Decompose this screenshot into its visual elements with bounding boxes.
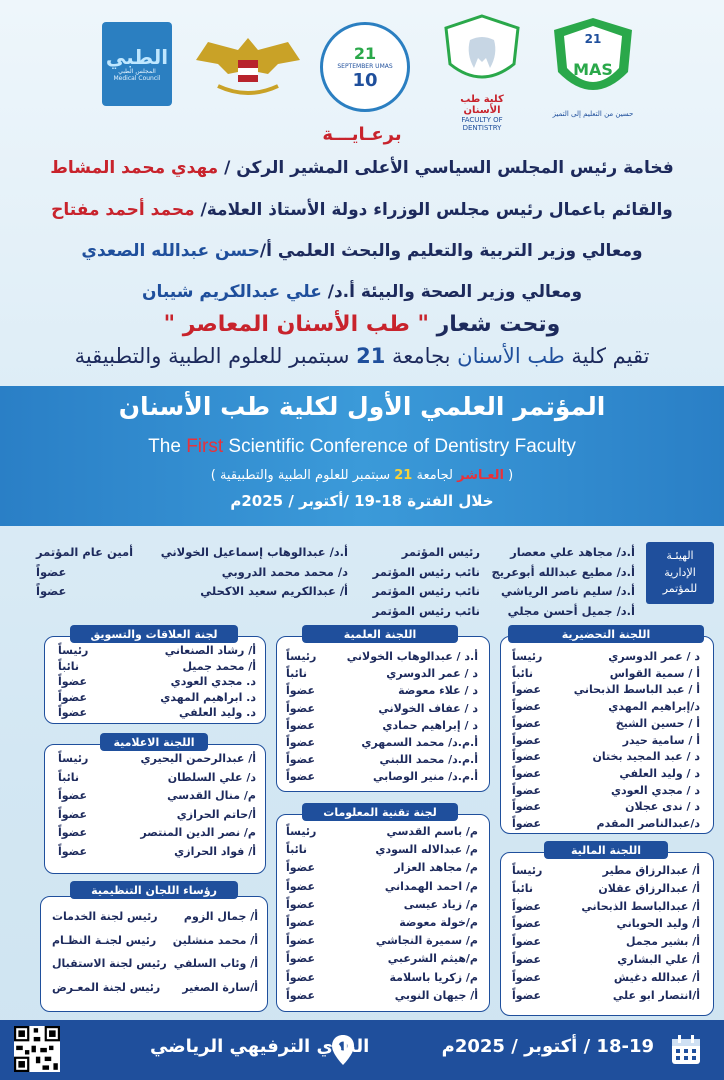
committee-row [58, 675, 256, 691]
patron-4 [30, 282, 694, 302]
committee-row [286, 684, 478, 700]
footer-venue: النادي الترفيهي الرياضي [150, 1036, 370, 1057]
council-logo-ar: المجلس الطبي [118, 68, 156, 75]
committee-row [512, 683, 700, 699]
committee-row [286, 719, 478, 735]
member-role: عضواً [286, 970, 316, 984]
admin-member-name: أ.د/ سليم ناصر الرياشي [500, 584, 635, 598]
member-name: د / وليد العلفي [619, 766, 700, 780]
member-name: م/ عبدالاله السودي [375, 843, 478, 857]
org-college: طب الأسنان [457, 344, 565, 368]
member-name: م/ زياد عيسى [403, 897, 478, 911]
member-name: م/ باسم القدسي [386, 825, 478, 838]
member-role: رئيساً [286, 650, 317, 663]
committee-row [58, 808, 256, 824]
member-role: عضواً [286, 718, 316, 732]
committee-row [512, 784, 700, 800]
member-role: عضواً [286, 861, 316, 875]
committee-row [512, 882, 700, 898]
committee-row [52, 981, 258, 997]
organizer [30, 344, 694, 368]
dentistry-en: FACULTY OF DENTISTRY [461, 116, 503, 132]
member-name: م/ زكريا باسلامة [389, 970, 478, 984]
committee-row [512, 900, 700, 916]
member-role: عضواً [286, 684, 316, 698]
member-role: نائباً [58, 770, 80, 784]
committee-row [58, 789, 256, 805]
mas-text: MAS [573, 60, 613, 79]
member-role: عضواً [58, 826, 88, 840]
committee-row [512, 971, 700, 987]
member-role: عضواً [58, 675, 88, 688]
member-name: م/ سميرة النجاشي [375, 934, 478, 948]
member-name: م/خولة معوضة [399, 916, 478, 929]
member-role: عضواً [58, 690, 88, 704]
patron-4-name: علي عبدالكريم شيبان [141, 282, 322, 302]
member-role: رئيس لجنة الاستقبال [52, 957, 167, 970]
committee-row [512, 817, 700, 833]
committee-row [286, 952, 478, 968]
slogan [30, 312, 694, 337]
member-role: عضواً [286, 753, 316, 767]
member-role: عضواً [58, 706, 88, 719]
committee-row [52, 910, 258, 926]
patron-1-prefix: فخامة رئيس المجلس السياسي الأعلى المشير الركن / [218, 158, 674, 178]
dentistry-faculty-logo [442, 14, 522, 132]
conference-title-ar: المؤتمر العلمي الأول لكلية طب الأسنان [118, 392, 606, 421]
org-prefix: تقيم كلية [564, 344, 650, 368]
member-role: عضواً [286, 701, 316, 715]
member-role: عضواً [286, 916, 316, 929]
conference-title-en [0, 436, 724, 458]
committee-row [286, 989, 478, 1005]
committee-row [512, 767, 700, 783]
member-name: أ.د / عبدالوهاب الخولاني [346, 650, 478, 663]
member-name: أ/ عبدالباسط الذبحاني [581, 899, 700, 913]
medical-council-logo [102, 22, 172, 106]
member-name: د. ابراهيم المهدي [160, 690, 256, 704]
member-role: عضواً [286, 988, 316, 1002]
committee-row [286, 702, 478, 718]
admin-board-title [646, 542, 714, 604]
mas-slogan: حسين من التعليم إلى التميز [552, 110, 634, 118]
member-name: م/ احمد الهمداني [384, 879, 478, 893]
committee-row [286, 971, 478, 987]
admin-member-role: عضواً [36, 564, 67, 579]
member-name: أ / سمية القواس [609, 666, 700, 680]
member-role: عضواً [58, 789, 88, 803]
member-name: أ/ محمد جميل [182, 659, 256, 673]
committee-row [512, 800, 700, 816]
member-name: م/ مجاهد العزار [394, 861, 478, 875]
member-name: أ / عبد الباسط الذبحاني [573, 683, 700, 697]
title-en-pre: The [148, 436, 187, 457]
admin-title-line-3: للمؤتمر [662, 582, 698, 596]
patron-1 [30, 158, 694, 178]
committee-row [512, 700, 700, 716]
committee-row [58, 771, 256, 787]
member-role: عضواً [512, 683, 542, 697]
sub-end: سبتمبر للعلوم الطبية والتطبيقية ) [210, 468, 395, 483]
committee-row [58, 826, 256, 842]
slogan-prefix: وتحت شعار [428, 312, 561, 337]
member-name: أ / سامية حيدر [622, 733, 700, 747]
conference-banner [0, 386, 724, 526]
member-name: د / عمر الدوسري [608, 650, 700, 663]
committee-row [286, 898, 478, 914]
panel-preparatory-title: اللجنة التحضيرية [508, 625, 704, 643]
patron-2-name: محمد أحمد مفتاح [51, 200, 195, 220]
committee-row [512, 667, 700, 683]
admin-member-role: أمين عام المؤتمر [36, 545, 134, 559]
member-role: عضواً [512, 817, 542, 830]
panel-relations-title: لجنة العلاقات والتسويق [70, 625, 238, 643]
committee-row [512, 989, 700, 1005]
committee-row [512, 917, 700, 933]
member-name: د / عمر الدوسري [386, 667, 478, 681]
panel-it-title: لجنة تقنية المعلومات [302, 803, 458, 821]
member-role: عضواً [512, 953, 542, 966]
council-logo-mark: الطبي [105, 45, 169, 69]
patron-2 [30, 200, 694, 220]
footer-date: 18-19 / أكتوبر / 2025م [441, 1036, 654, 1057]
patron-2-prefix: والقائم باعمال رئيس مجلس الوزراء دولة الأستاذ العلامة/ [194, 200, 673, 220]
member-role: عضواً [286, 934, 316, 948]
title-en-first: First [186, 436, 224, 457]
mas-logo [552, 16, 634, 124]
member-name: د. وليد العلفي [179, 706, 256, 719]
member-name: د / مجدي العودي [610, 783, 700, 797]
member-role: عضواً [286, 736, 316, 749]
member-name: أ/ بشير مجمل [625, 935, 700, 949]
member-name: أ/ وليد الحوباني [616, 917, 700, 931]
patron-1-name: مهدي محمد المشاط [50, 158, 219, 178]
member-name: أ/انتصار ابو علي [612, 988, 700, 1002]
committee-row [512, 734, 700, 750]
qr-code [14, 1026, 60, 1072]
member-name: أ/ عبدالرزاق عقلان [598, 881, 700, 895]
committee-row [512, 935, 700, 951]
dentistry-ar: كلية طب الأسنان [460, 94, 504, 116]
committee-row [286, 934, 478, 950]
admin-member-name: أ.د/ جميل أحسن مجلي [507, 603, 635, 618]
committee-row [286, 770, 478, 786]
committee-row [286, 825, 478, 841]
member-name: أ/ عبدالله دغيش [613, 970, 700, 984]
member-role: عضواً [286, 879, 316, 893]
committee-row [512, 750, 700, 766]
footer-bar [0, 1020, 724, 1080]
admin-title-line-2: الإدارية [664, 565, 696, 579]
org-num: 21 [356, 344, 386, 368]
council-logo-en: Medical Council [113, 75, 161, 82]
member-name: م/ منال القدسي [167, 789, 256, 803]
admin-member-role: عضواً [36, 584, 67, 598]
member-role: عضواً [512, 733, 542, 747]
mas-21: 21 [584, 32, 602, 46]
patron-3-name: حسن عبدالله الصعدي [81, 241, 260, 261]
university-10-years-logo [320, 22, 410, 112]
member-name: د/إبراهيم المهدي [608, 700, 700, 714]
org-mid: بجامعة [385, 344, 458, 368]
logo-10-label: 10 [352, 69, 378, 91]
committee-row [286, 916, 478, 932]
committee-row [286, 667, 478, 683]
member-name: م/هيثم الشرعبي [387, 952, 478, 966]
member-role: رئيس لجنة المعـرض [52, 980, 161, 994]
logo-21-label: 21 [353, 43, 377, 63]
member-name: أ/ فواد الحرازي [174, 845, 256, 858]
member-name: د / علاء معوضة [398, 684, 478, 698]
admin-member-name: أ/ عبدالكريم سعيد الاكحلي [200, 584, 348, 598]
sponsorship-heading: برعـايـــة [322, 124, 402, 145]
sub-mid: لجامعة [412, 468, 458, 483]
member-name: أ/ علي البشاري [617, 953, 700, 966]
committee-row [286, 650, 478, 666]
member-role: نائباً [286, 667, 308, 681]
panel-finance-title: اللجنة المالية [544, 841, 668, 859]
member-role: رئيساً [58, 644, 89, 657]
committee-row [58, 752, 256, 768]
member-role: رئيساً [512, 650, 543, 663]
member-role: نائباً [286, 843, 308, 857]
member-name: أ/سارة الصغير [182, 980, 258, 994]
member-name: د/ علي السلطان [167, 770, 256, 784]
member-name: أ.م.د/ محمد السمهري [361, 736, 478, 749]
member-name: د / إبراهيم حمادي [382, 718, 478, 732]
committee-row [512, 953, 700, 969]
member-role: عضواً [512, 700, 542, 714]
sub-tenth: العـاشر [457, 468, 505, 483]
panel-heads-title: رؤساء اللجان التنظيمية [70, 881, 238, 899]
committee-row [286, 880, 478, 896]
conference-period: خلال الفترة 18-19 /أكتوبر / 2025م [230, 492, 494, 510]
member-name: د / ندى عجلان [625, 800, 700, 814]
patron-3-prefix: ومعالي وزير التربية والتعليم والبحث العلمي أ/ [259, 241, 643, 261]
committee-row [58, 660, 256, 676]
sub-open: ( [504, 468, 514, 483]
admin-member-name: أ.د/ مطيع عبدالله أبوعريج [491, 564, 635, 579]
committee-row [286, 753, 478, 769]
member-name: أ/ رشاد الصنعاني [164, 644, 256, 657]
member-role: عضواً [512, 935, 542, 949]
member-name: أ/ محمد منشلين [172, 933, 258, 947]
member-name: أ/ جيهان النوبي [394, 988, 478, 1002]
admin-member-name: أ.د/ عبدالوهاب إسماعيل الخولاني [160, 545, 348, 559]
member-role: عضواً [58, 807, 88, 821]
calendar-icon [670, 1034, 702, 1066]
member-role: عضواً [512, 899, 542, 913]
member-role: رئيساً [512, 864, 543, 877]
patron-3 [30, 241, 694, 261]
tooth-shield-icon [442, 14, 522, 90]
member-role: عضواً [512, 988, 542, 1002]
logo-sub-label: SEPTEMBER UMAS [337, 62, 393, 70]
committee-row [58, 845, 256, 861]
member-role: عضواً [512, 750, 542, 764]
committee-row [58, 691, 256, 707]
committee-row [58, 706, 256, 722]
committee-row [286, 843, 478, 859]
committee-row [286, 861, 478, 877]
member-role: عضواً [512, 970, 542, 984]
committee-row [512, 717, 700, 733]
member-name: د / عبد المجيد بختان [592, 750, 700, 764]
committee-row [58, 644, 256, 660]
member-role: نائباً [512, 881, 534, 895]
member-role: عضواً [512, 783, 542, 797]
member-role: عضواً [512, 716, 542, 730]
member-name: أ / حسين الشيخ [615, 716, 700, 730]
committee-row [286, 736, 478, 752]
admin-member-role: نائب رئيس المؤتمر [372, 564, 480, 579]
conference-subtitle [0, 468, 724, 483]
member-name: د/عبدالناصر المقدم [596, 817, 700, 830]
member-role: رئيس لجنة الخدمات [52, 910, 158, 923]
admin-member-role: نائب رئيس المؤتمر [372, 584, 480, 598]
member-name: م/ نصر الدين المنتصر [140, 826, 256, 840]
title-en-post: Scientific Conference of Dentistry Faculty [223, 436, 576, 457]
member-name: أ/ عبدالرزاق مطير [602, 864, 700, 877]
admin-member-role: رئيس المؤتمر [401, 545, 480, 559]
member-name: أ.م.د/ منير الوصابي [373, 770, 478, 784]
sub-num: 21 [394, 468, 413, 483]
member-name: د / عفاف الخولاني [378, 701, 478, 715]
committee-row [52, 957, 258, 973]
member-role: نائباً [512, 666, 534, 680]
panel-scientific-title: اللجنة العلمية [302, 625, 458, 643]
member-name: أ.م.د/ محمد اللبني [379, 753, 478, 767]
member-role: عضواً [286, 770, 316, 784]
admin-member-name: أ.د/ مجاهد علي معصار [510, 545, 635, 559]
member-name: أ/ جمال الزوم [183, 910, 258, 923]
member-role: رئيساً [286, 825, 317, 838]
committee-row [52, 934, 258, 950]
member-name: د. مجدي العودي [170, 675, 256, 688]
member-role: نائباً [58, 659, 80, 673]
member-role: عضواً [286, 897, 316, 911]
member-role: رئيس لجنـة النظـام [52, 933, 157, 947]
patron-4-prefix: ومعالي وزير الصحة والبيئة أ.د/ [321, 282, 583, 302]
slogan-text: " طب الأسنان المعاصر " [163, 312, 429, 337]
admin-title-line-1: الهيئـة [666, 549, 694, 563]
member-name: أ/ عبدالرحمن اليحيري [140, 752, 256, 765]
admin-member-name: د/ محمد محمد الدروبي [221, 564, 348, 579]
republic-emblem-logo [188, 30, 308, 102]
member-role: عضواً [512, 766, 542, 780]
org-suffix: سبتمبر للعلوم الطبية والتطبيقية [74, 344, 357, 368]
member-name: أ/حاتم الحرازي [176, 807, 256, 821]
member-role: عضواً [286, 952, 316, 966]
panel-media-title: اللجنة الاعلامية [100, 733, 208, 751]
member-role: رئيساً [58, 752, 89, 765]
committee-row [512, 650, 700, 666]
member-role: عضواً [512, 917, 542, 931]
admin-member-role: نائب رئيس المؤتمر [372, 603, 480, 618]
member-role: عضواً [512, 800, 542, 814]
committee-row [512, 864, 700, 880]
member-name: أ/ وئاب السلفي [173, 957, 258, 970]
member-role: عضواً [58, 845, 88, 858]
